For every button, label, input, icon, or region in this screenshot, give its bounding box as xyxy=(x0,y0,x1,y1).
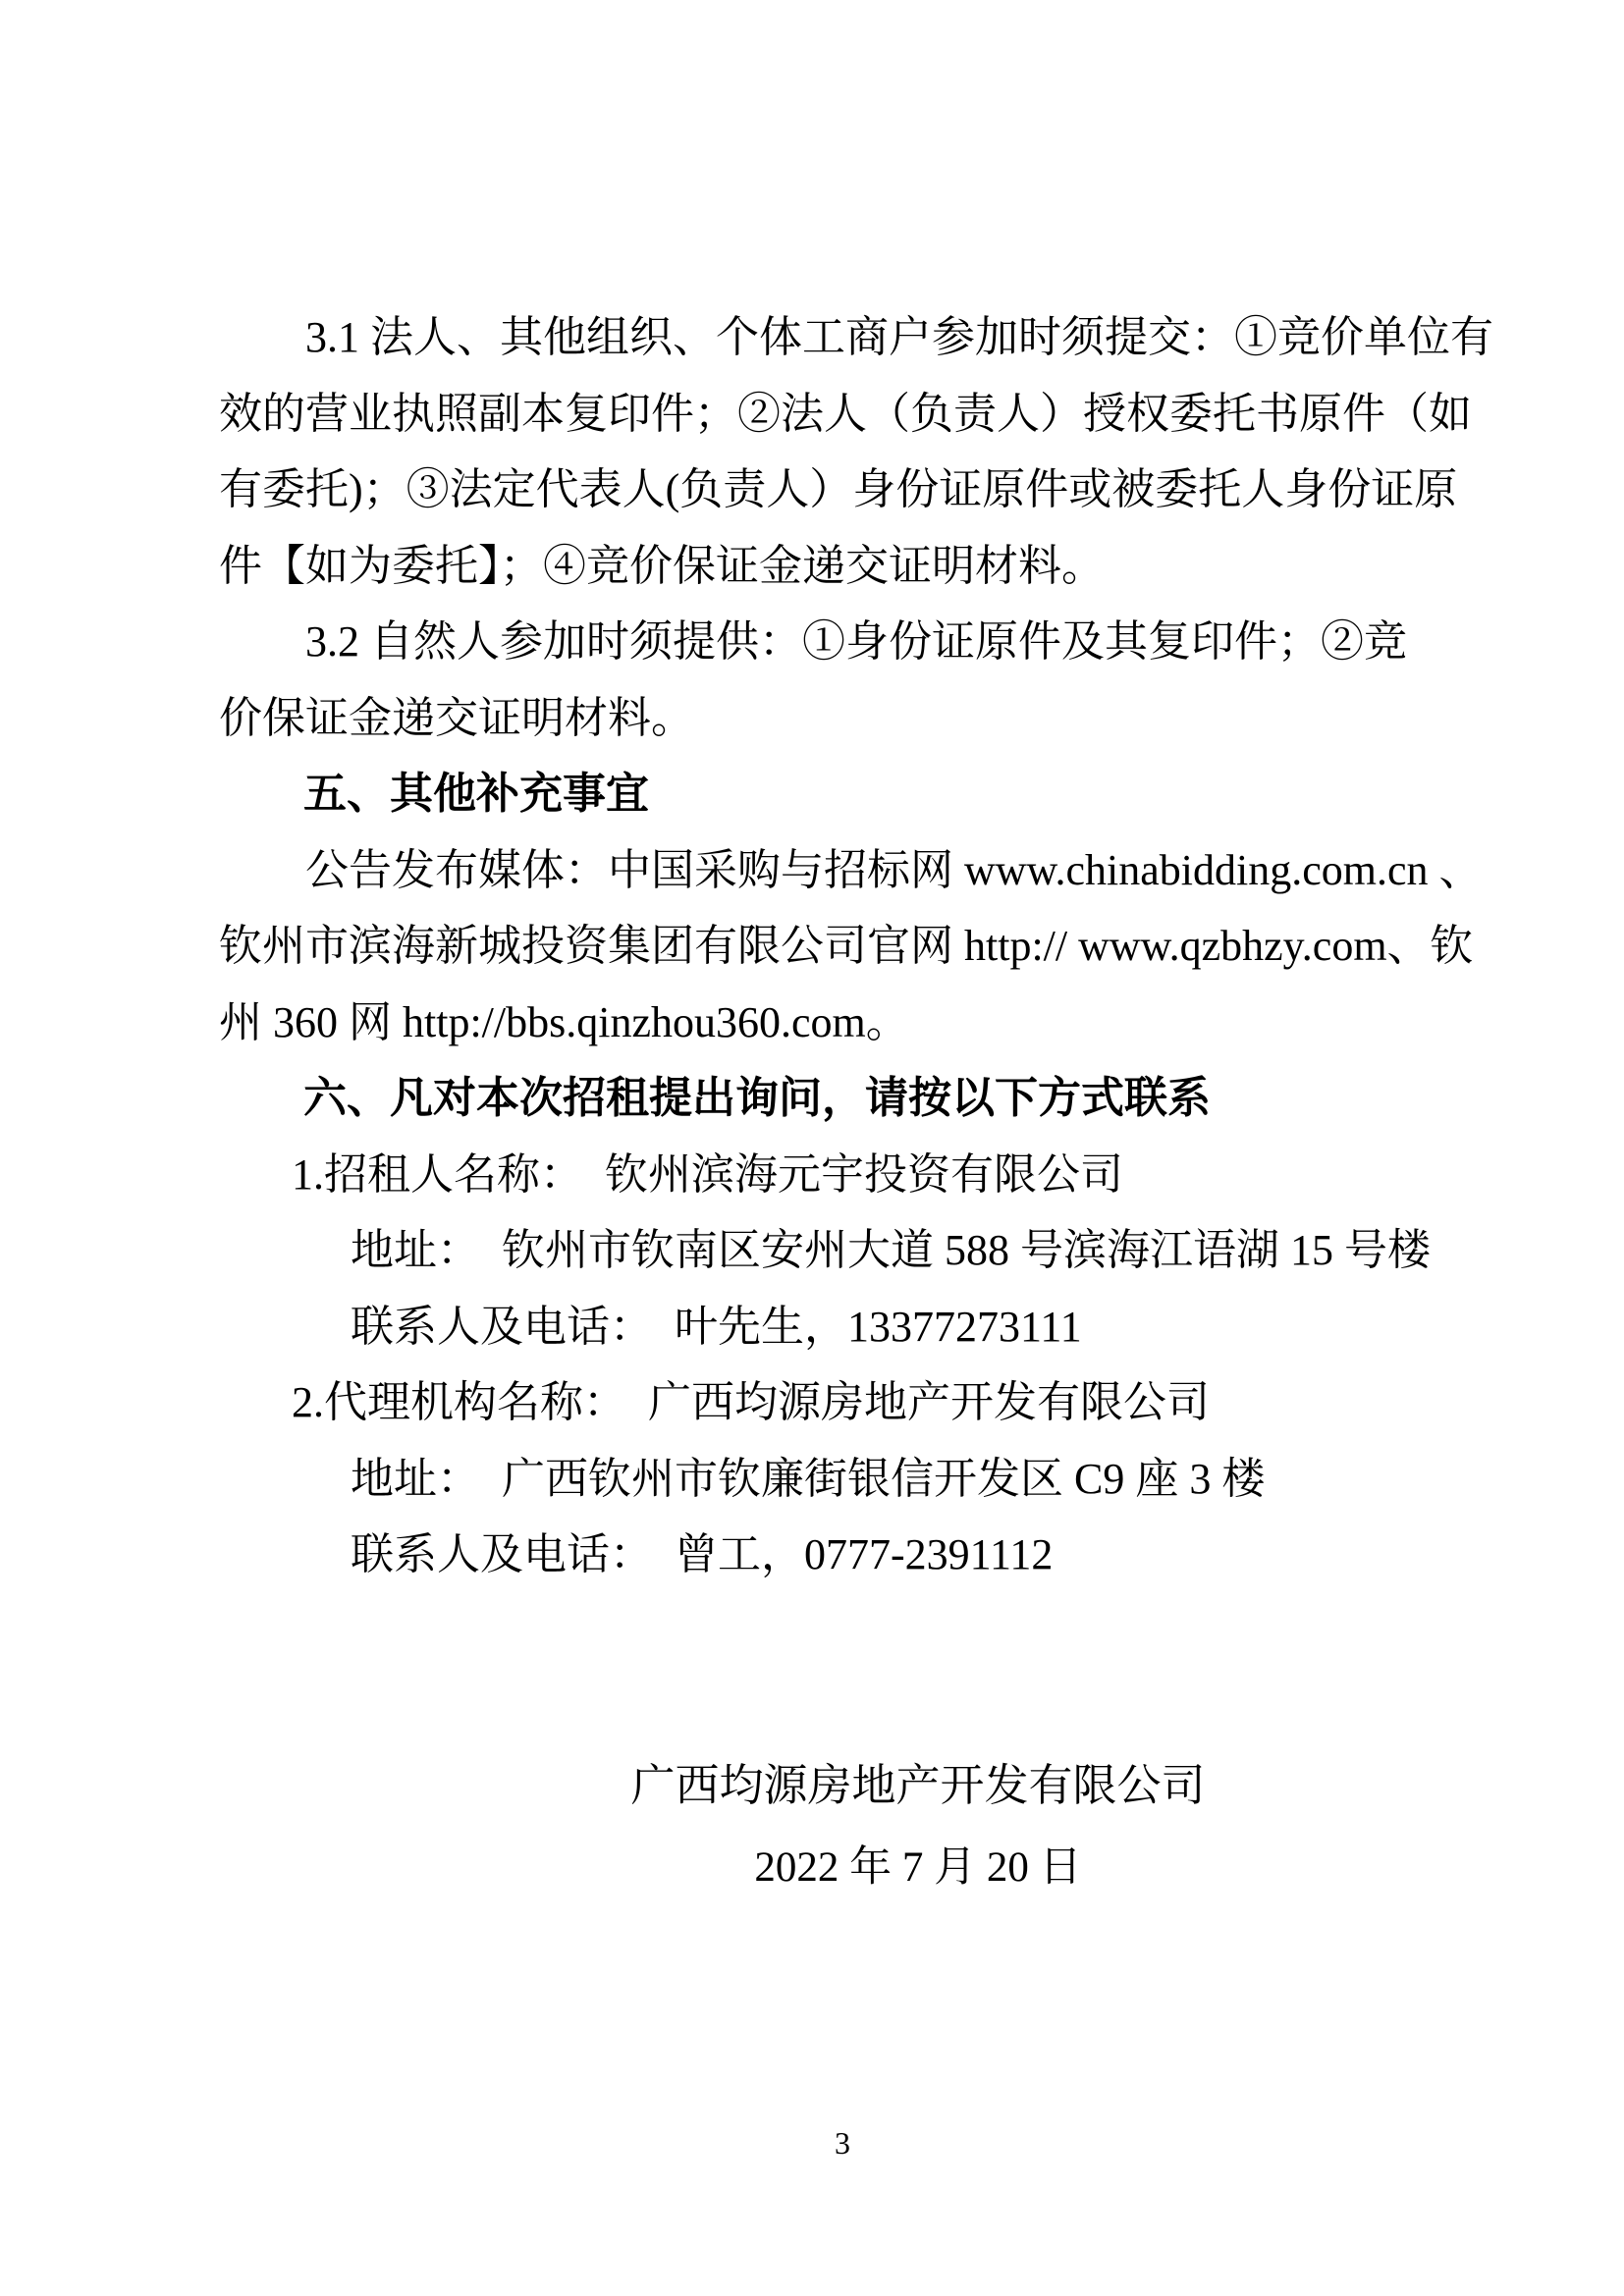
document-line: 件【如为委托】；④竞价保证金递交证明材料。 xyxy=(219,541,1105,590)
page-number: 3 xyxy=(835,2125,850,2161)
document-line: 3.2 自然人参加时须提供：①身份证原件及其复印件；②竞 xyxy=(305,617,1407,666)
document-line: 钦州市滨海新城投资集团有限公司官网 http:// www.qzbhzy.com、钦 xyxy=(219,922,1474,970)
document-line: 联系人及电话： 叶先生，13377273111 xyxy=(351,1302,1082,1351)
document-line: 联系人及电话： 曾工，0777-2391112 xyxy=(351,1530,1054,1578)
document-line: 州 360 网 http://bbs.qinzhou360.com。 xyxy=(219,997,909,1046)
document-line: 六、凡对本次招租提出询问，请按以下方式联系 xyxy=(303,1074,1211,1122)
document-line: 价保证金递交证明材料。 xyxy=(219,693,694,742)
document-line: 公告发布媒体：中国采购与招标网 www.chinabidding.com.cn 、 xyxy=(305,845,1483,894)
document-line: 2.代理机构名称： 广西均源房地产开发有限公司 xyxy=(292,1378,1210,1426)
document-line: 地址： 广西钦州市钦廉街银信开发区 C9 座 3 楼 xyxy=(351,1454,1266,1503)
document-line: 地址： 钦州市钦南区安州大道 588 号滨海江语湖 15 号楼 xyxy=(351,1226,1431,1274)
document-line: 效的营业执照副本复印件；②法人（负责人）授权委托书原件（如 xyxy=(219,389,1472,438)
signature-block xyxy=(623,1745,1213,1908)
document-line: 3.1 法人、其他组织、个体工商户参加时须提交：①竞价单位有 xyxy=(305,313,1493,361)
signature-date: 2022 年 7 月 20 日 xyxy=(754,1844,1082,1891)
document-line: 1.招租人名称： 钦州滨海元宇投资有限公司 xyxy=(292,1149,1123,1199)
signature-company: 广西均源房地产开发有限公司 xyxy=(630,1761,1206,1810)
document-line: 五、其他补充事宜 xyxy=(303,770,649,818)
document-body xyxy=(219,299,1493,1593)
document-line: 有委托)；③法定代表人(负责人）身份证原件或被委托人身份证原 xyxy=(219,465,1458,513)
